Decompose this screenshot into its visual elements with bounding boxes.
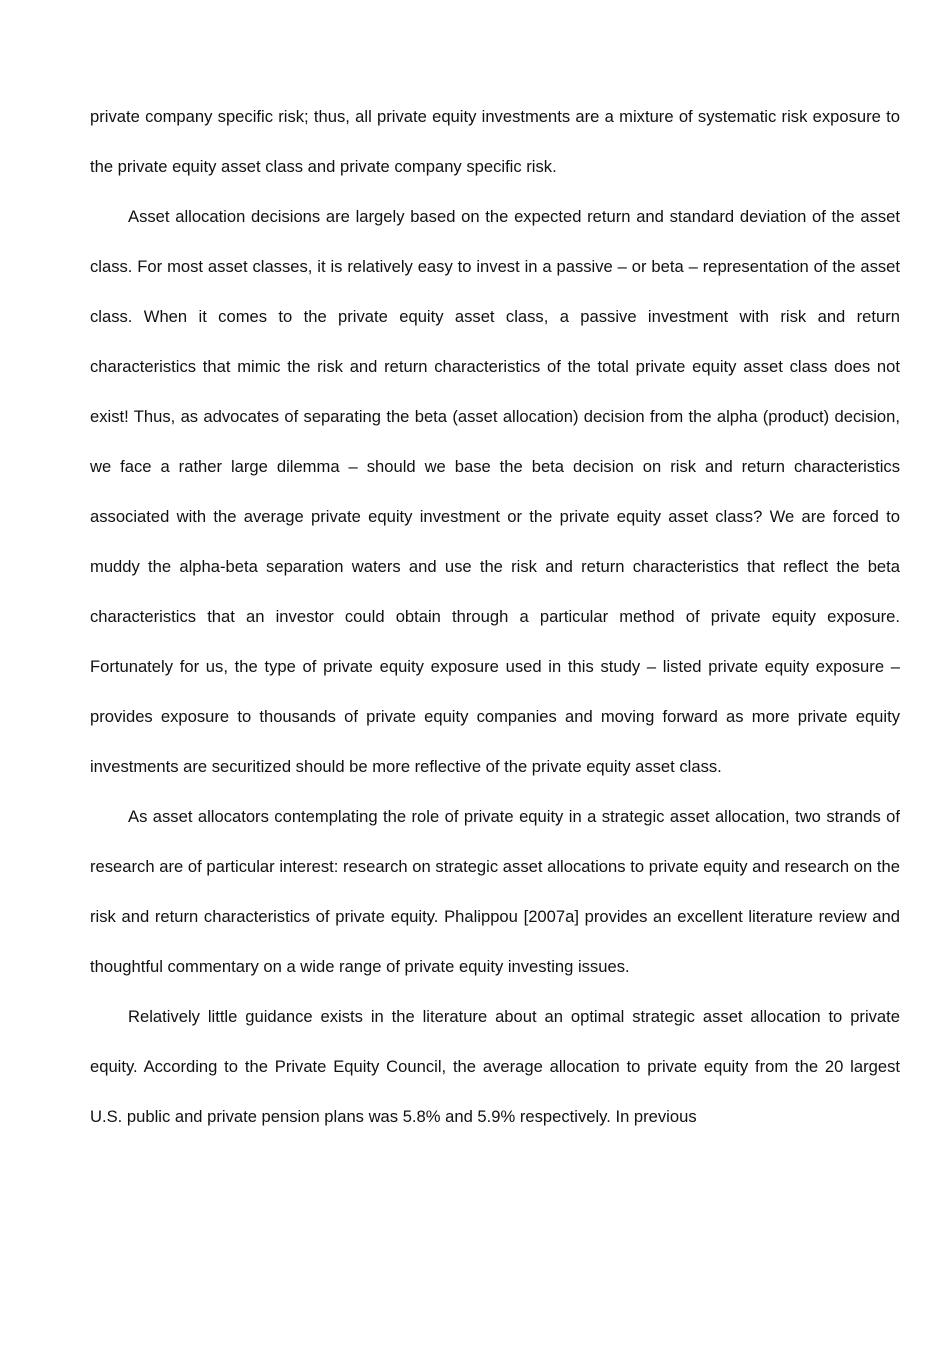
paragraph-1: private company specific risk; thus, all private equity investments are a mixture of systematic risk exposure to the private equity asset class and private company specific risk. xyxy=(90,107,900,176)
paragraph-3: As asset allocators contemplating the role of private equity in a strategic asset allocation, two strands of research are of particular interest: research on strategic asset allocations to private equity and research on the risk and return characteristics of private equity. Phalippou [2007a] provides an excellent literature review and thoughtful commentary on a wide range of private equity investing issues. xyxy=(90,807,900,976)
paragraph-2: Asset allocation decisions are largely based on the expected return and standard deviation of the asset class. For most asset classes, it is relatively easy to invest in a passive – or beta – representation of the asset class. When it comes to the private equity asset class, a passive investment with risk and return characteristics that mimic the risk and return characteristics of the total private equity asset class does not exist! Thus, as advocates of separating the beta (asset allocation) decision from the alpha (product) decision, we face a rather large dilemma – should we base the beta decision on risk and return characteristics associated with the average private equity investment or the private equity asset class? We are forced to muddy the alpha-beta separation waters and use the risk and return characteristics that reflect the beta characteristics that an investor could obtain through a particular method of private equity exposure. Fortunately for us, the type of private equity exposure used in this study – listed private equity exposure – provides exposure to thousands of private equity companies and moving forward as more private equity investments are securitized should be more reflective of the private equity asset class. xyxy=(90,207,900,776)
body-text xyxy=(90,92,900,1142)
paragraph-4: Relatively little guidance exists in the literature about an optimal strategic asset allocation to private equity. According to the Private Equity Council, the average allocation to private equity from the 20 largest U.S. public and private pension plans was 5.8% and 5.9% respectively. In previous xyxy=(90,1007,900,1126)
